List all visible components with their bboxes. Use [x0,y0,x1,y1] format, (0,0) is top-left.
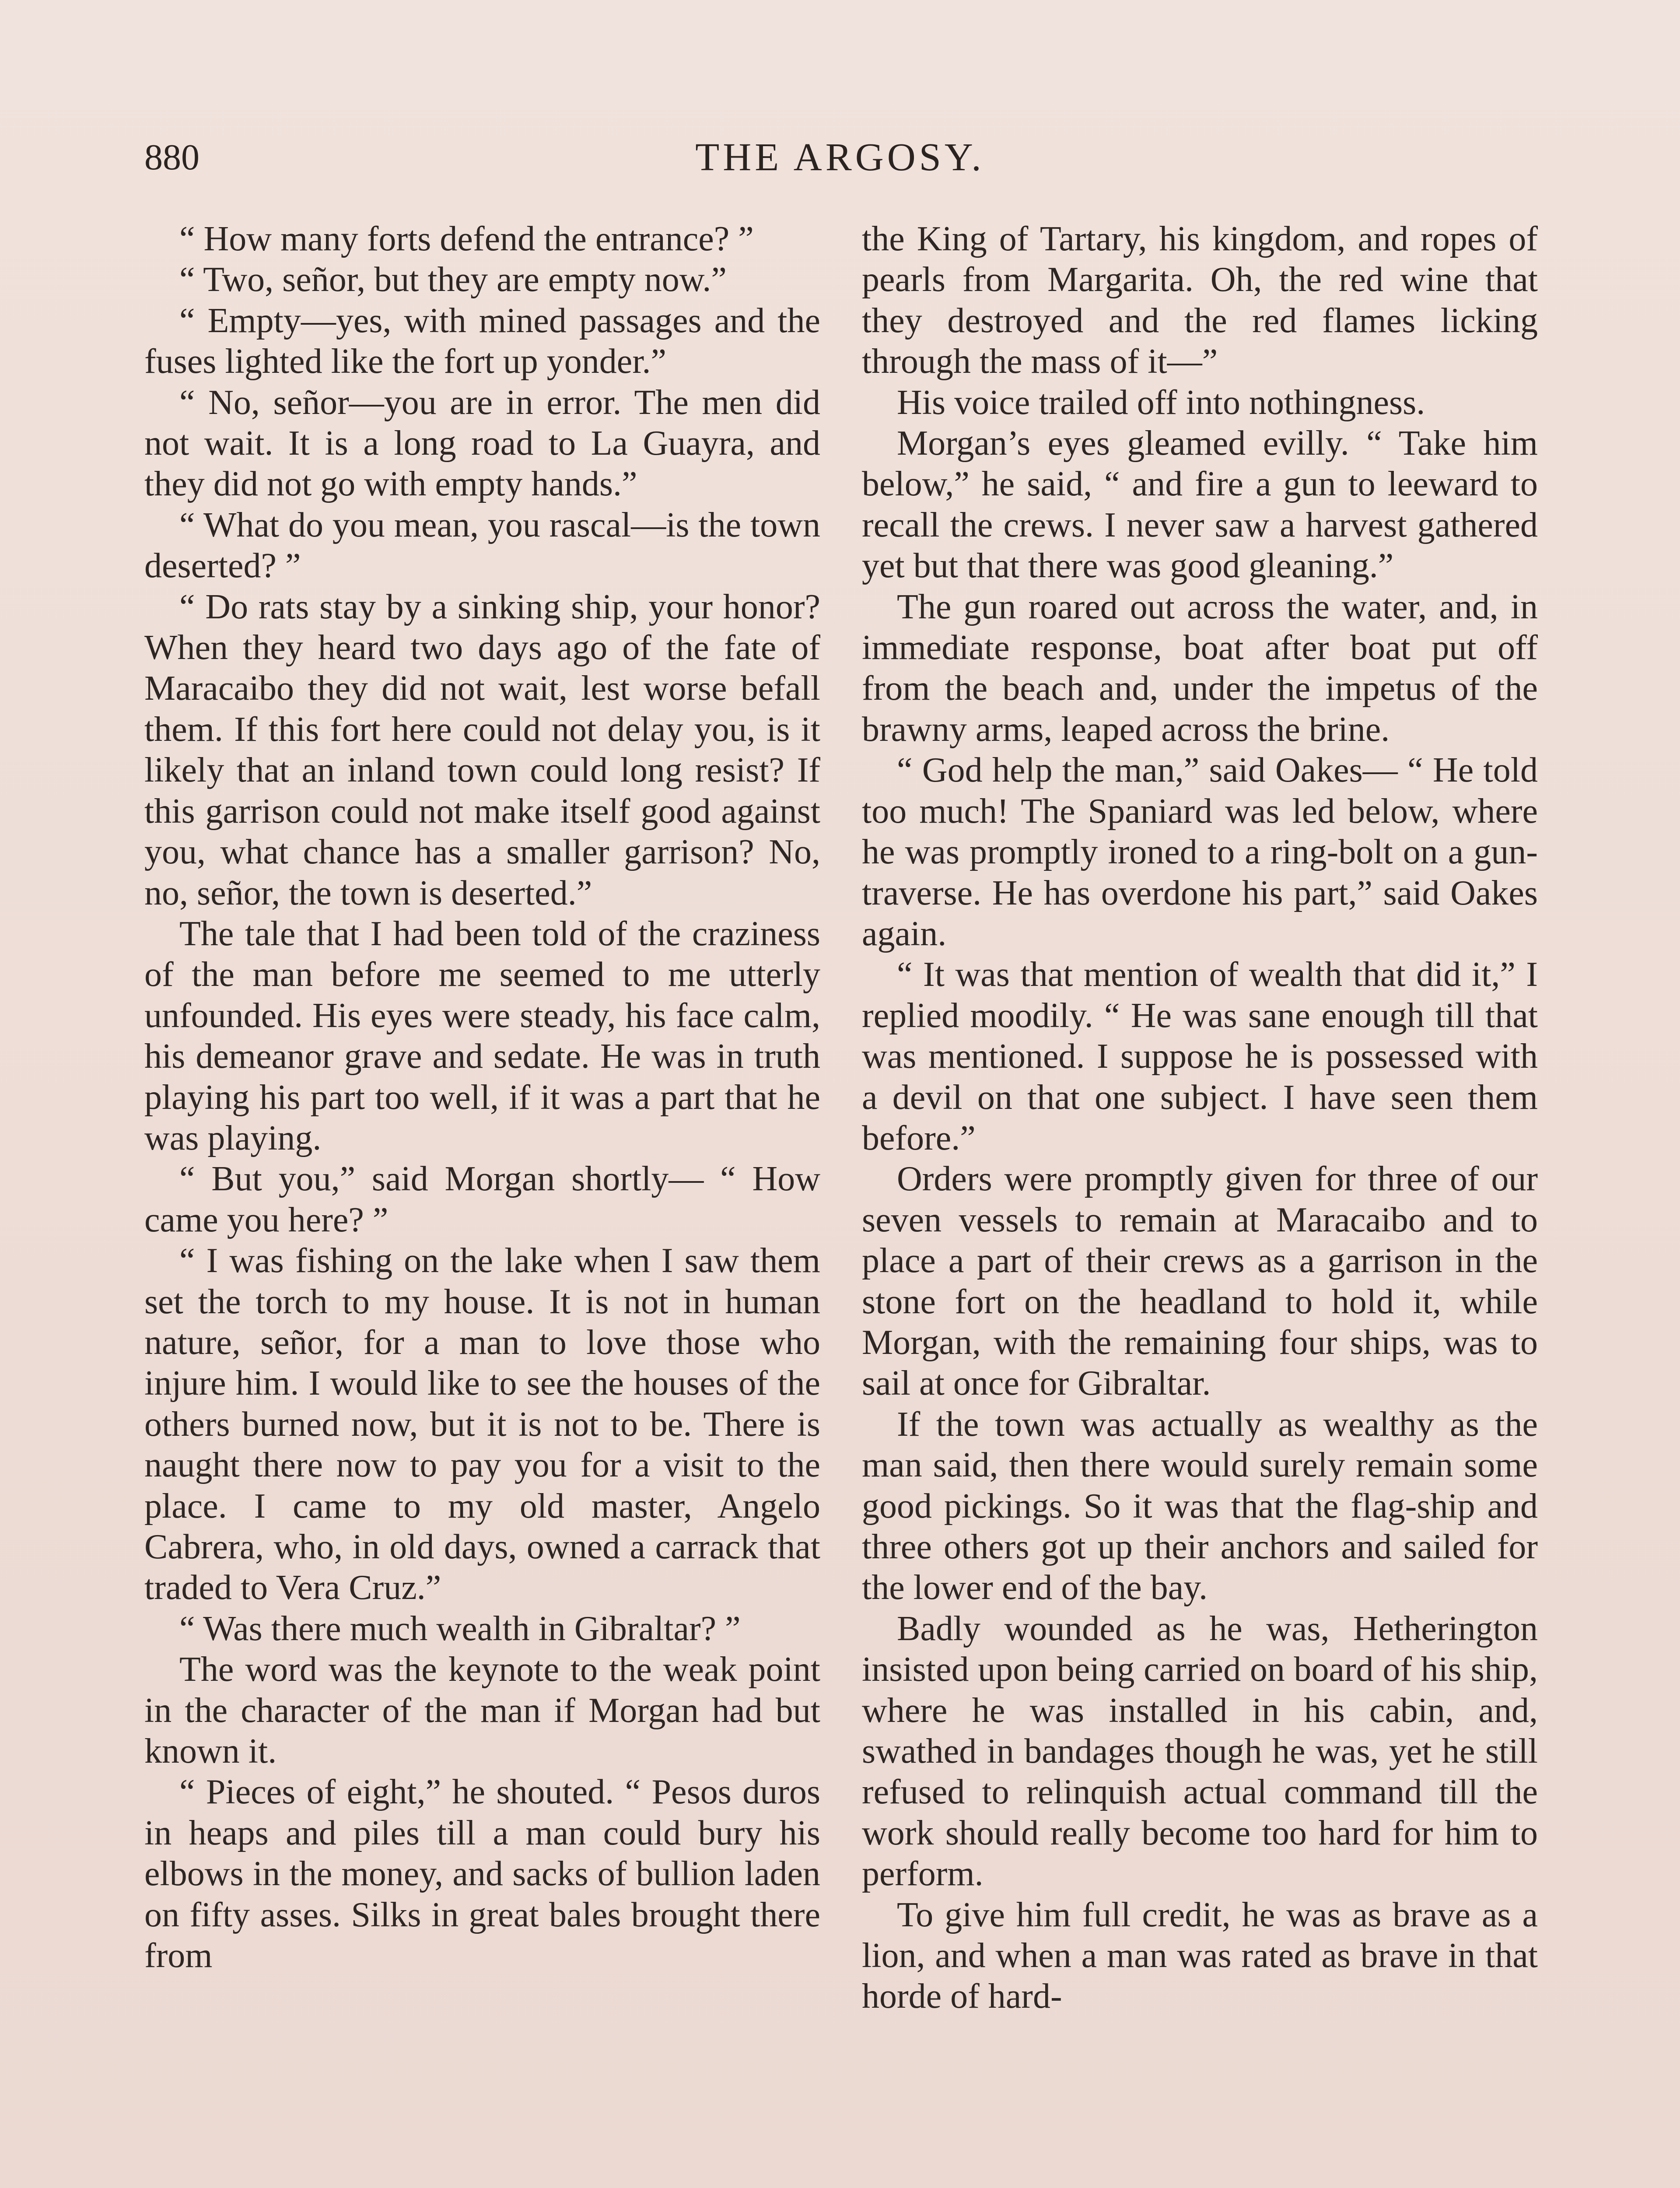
paragraph: The tale that I had been told of the craziness of the man before me seemed to me utterly unfounded. His eyes were steady, his face calm, his demeanor grave and sedate. He was in truth playing his part too well, if it was a part that he was playing. [144,914,820,1157]
text-column-left [144,219,820,2188]
paragraph: “ Two, señor, but they are empty now.” [179,260,727,299]
paragraph: “ What do you mean, you rascal—is the town deserted? ” [144,505,820,586]
text-column-right [862,219,1538,2188]
running-title: THE ARGOSY. [695,136,985,179]
paragraph: “ How many forts defend the entrance? ” [179,220,754,258]
paragraph: “ I was fishing on the lake when I saw them set the torch to my house. It is not in human nature, señor, for a man to love those who injure him. I would like to see the houses of the others burned now, but it is not to be. There is naught there now to pay you for a visit to the place. I came to my old master, Angelo Cabrera, who, in old days, owned a carrack that traded to Vera Cruz.” [144,1241,820,1607]
paragraph: Morgan’s eyes gleamed evilly. “ Take him below,” he said, “ and fire a gun to leeward to recall the crews. I never saw a harvest gathered yet but that there was good gleaning.” [862,424,1538,586]
paragraph: If the town was actually as wealthy as the man said, then there would surely remain some good pickings. So it was that the flag-ship and three others got up their anchors and sailed for the lower end of the bay. [862,1405,1538,1607]
paragraph: “ It was that mention of wealth that did it,” I replied moodily. “ He was sane enough till that was mentioned. I suppose he is possessed with a devil on that one subject. I have seen them before.” [862,955,1538,1157]
paragraph: “ Pieces of eight,” he shouted. “ Pesos duros in heaps and piles till a man could bury his elbows in the money, and sacks of bullion laden on fifty asses. Silks in great bales brought there from [144,1773,820,1975]
paragraph: Orders were promptly given for three of our seven vessels to remain at Maracaibo and to place a part of their crews as a garrison in the stone fort on the headland to hold it, while Morgan, with the remaining four ships, was to sail at once for Gibraltar. [862,1160,1538,1403]
paragraph: “ Do rats stay by a sinking ship, your honor? When they heard two days ago of the fate of Maracaibo they did not wait, lest worse befall them. If this fort here could not delay you, is it likely that an inland town could long resist? If this garrison could not make itself good against you, what chance has a smaller garrison? No, no, señor, the town is deserted.” [144,587,820,912]
paragraph: “ No, señor—you are in error. The men did not wait. It is a long road to La Guayra, and they did not go with empty hands.” [144,383,820,504]
paragraph: His voice trailed off into nothingness. [897,383,1425,422]
paragraph-continued: the King of Tartary, his kingdom, and ropes of pearls from Margarita. Oh, the red wine that they destroyed and the red flames licking through the mass of it—” [862,220,1538,381]
page-header [144,131,1536,193]
paragraph: “ But you,” said Morgan shortly— “ How came you here? ” [144,1160,820,1239]
paragraph: Badly wounded as he was, Hetherington insisted upon being carried on board of his ship, where he was installed in his cabin, and, swathed in bandages though he was, yet he still refused to relinquish actual command till the work should really become too hard for him to perform. [862,1609,1538,1893]
paragraph: “ Empty—yes, with mined passages and the fuses lighted like the fort up yonder.” [144,301,820,381]
paragraph: To give him full credit, he was as brave as a lion, and when a man was rated as brave in that horde of hard- [862,1895,1538,2016]
paragraph: “ Was there much wealth in Gibraltar? ” [179,1609,741,1648]
paragraph: The word was the keynote to the weak point in the character of the man if Morgan had but known it. [144,1650,820,1771]
paragraph: The gun roared out across the water, and, in immediate response, boat after boat put off from the beach and, under the impetus of the brawny arms, leaped across the brine. [862,587,1538,749]
page-number: 880 [144,137,200,178]
paragraph: “ God help the man,” said Oakes— “ He told too much! The Spaniard was led below, where he was promptly ironed to a ring-bolt on a gun-traverse. He has overdone his part,” said Oakes again. [862,751,1538,953]
